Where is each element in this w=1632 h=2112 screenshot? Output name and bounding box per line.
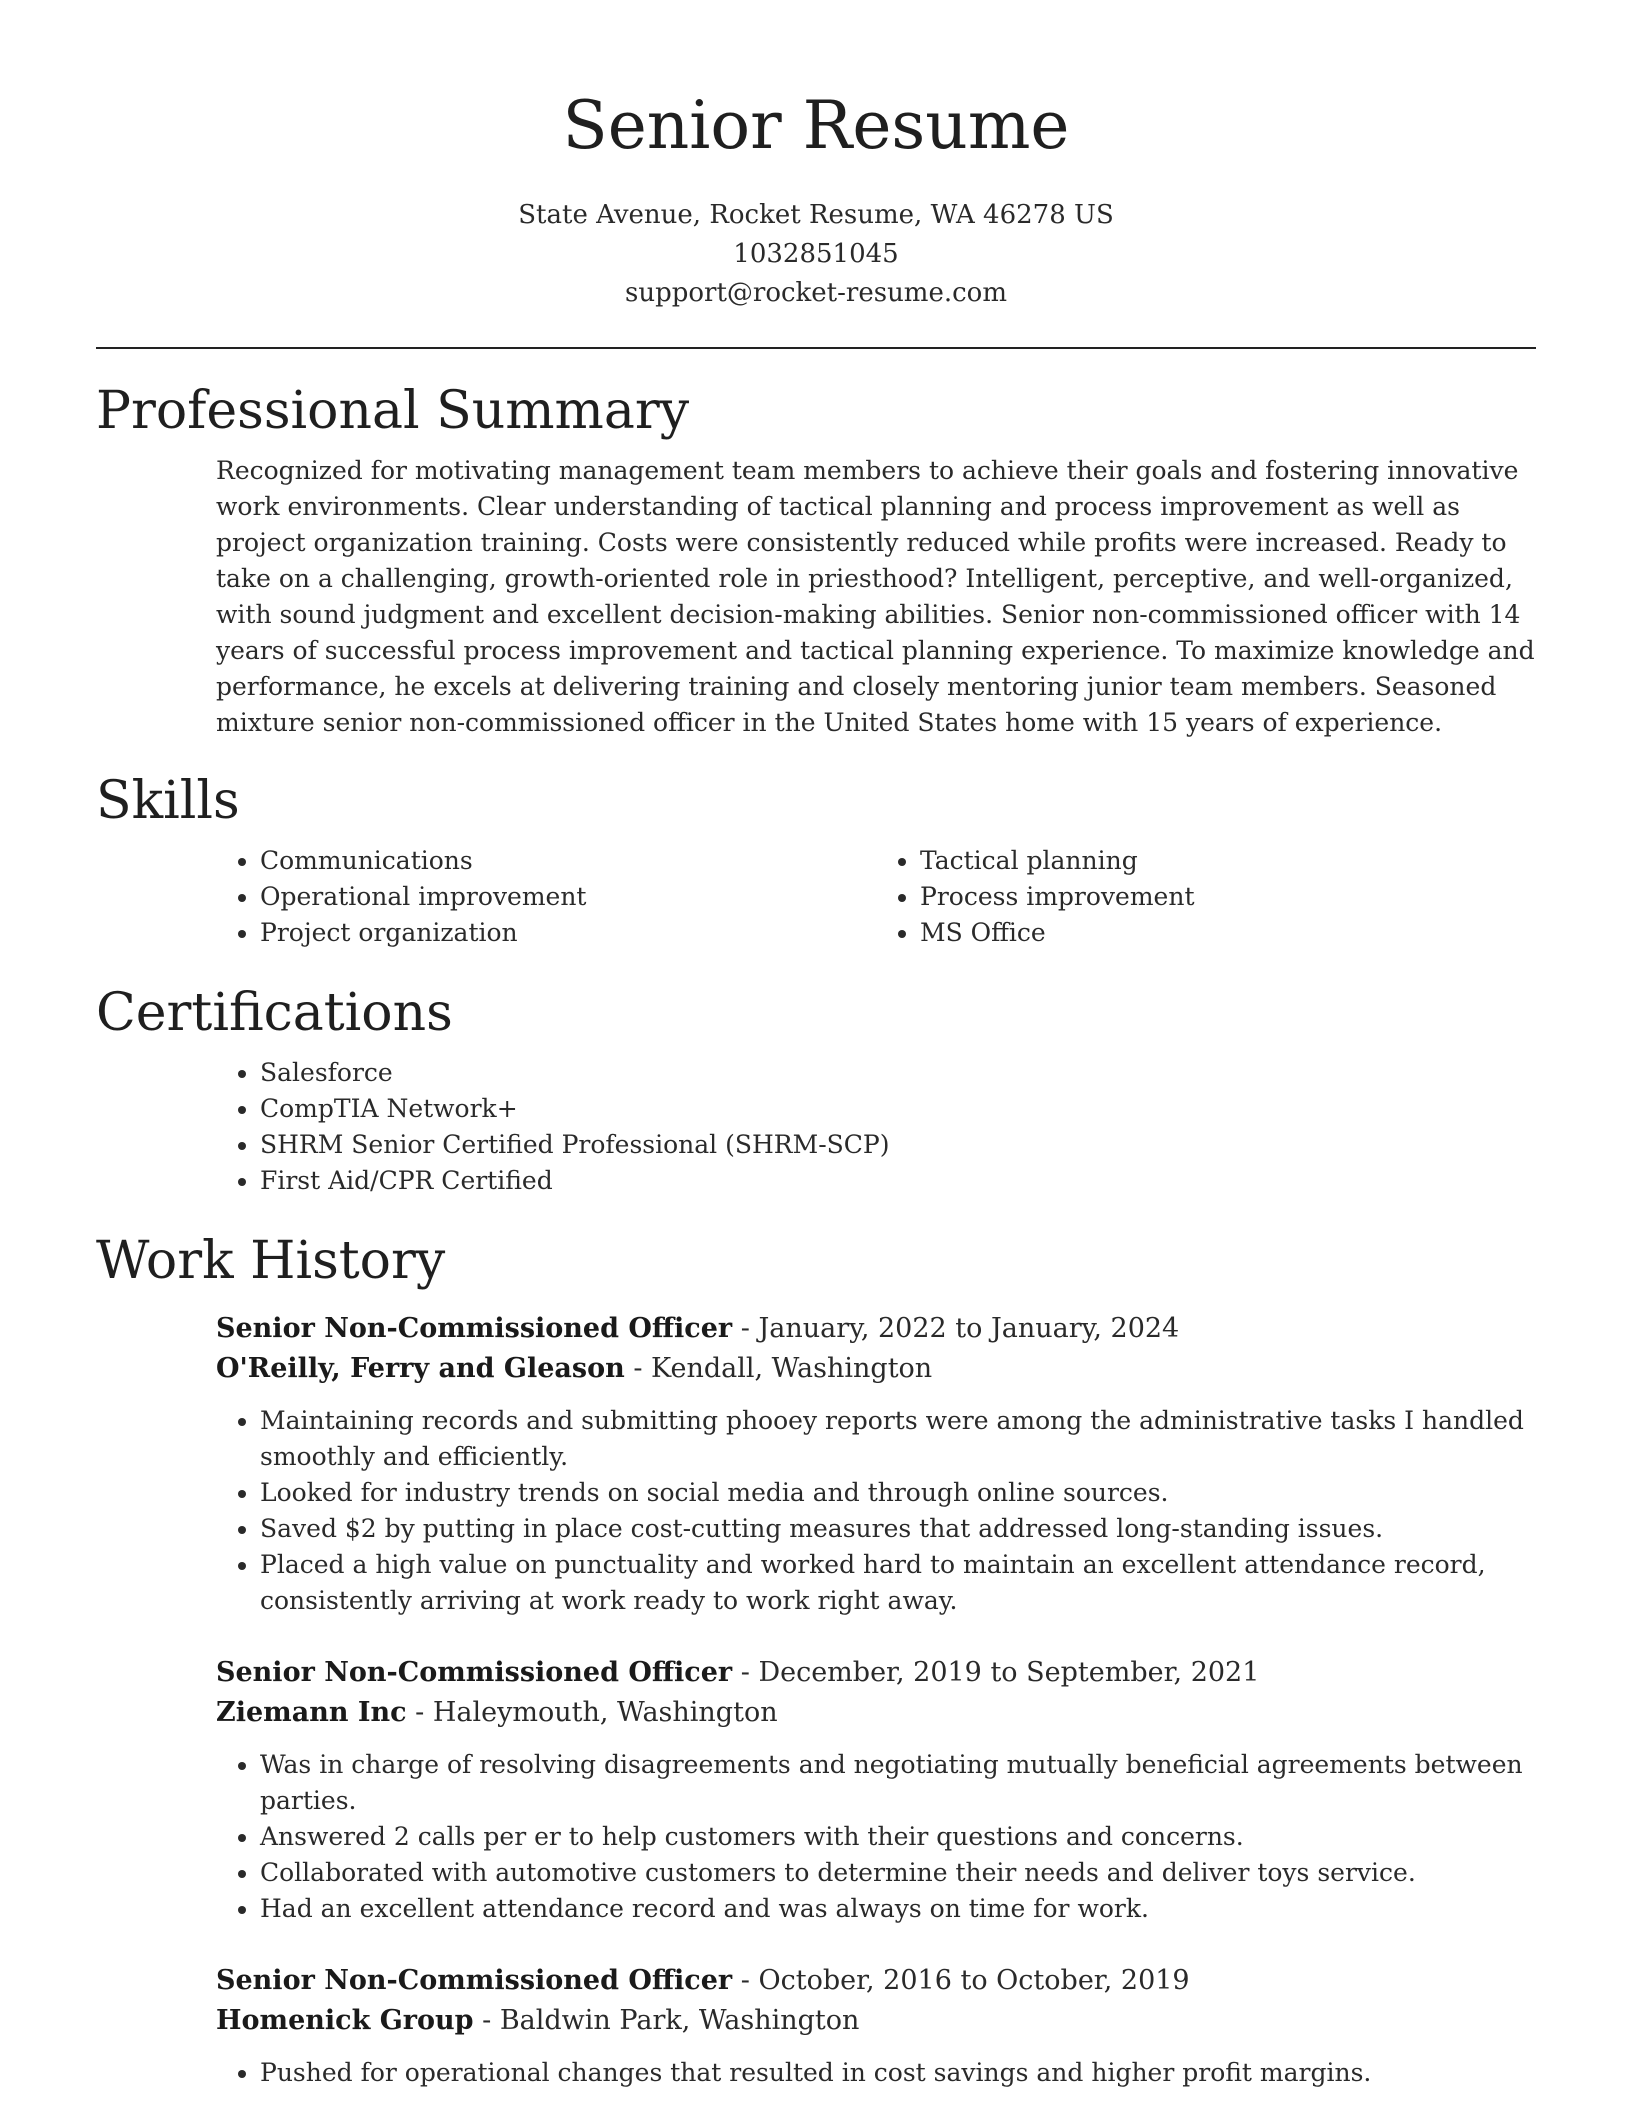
job-title-line (216, 1309, 1536, 1349)
job-bullets (216, 2055, 1536, 2091)
summary-section (96, 379, 1536, 741)
phone: 1032851045 (733, 239, 899, 269)
skill-item: • Process improvement (920, 879, 1536, 915)
resume-header (96, 0, 1536, 313)
job-entry (96, 1309, 1536, 1619)
work-history-heading: Work History (96, 1231, 446, 1291)
job-dates: - January, 2022 to January, 2024 (740, 1313, 1180, 1344)
skills-left-list (216, 843, 876, 951)
job-company-line (216, 1693, 1536, 1733)
job-dates: - December, 2019 to September, 2021 (740, 1657, 1260, 1688)
job-bullet: • Answered 2 calls per er to help customers with their questions and concerns. (260, 1819, 1536, 1855)
job-bullet: • Maintaining records and submitting phooey reports were among the administrative tasks I handled smoothly and efficiently. (260, 1403, 1536, 1475)
job-title: Senior Non-Commissioned Officer (216, 1313, 733, 1344)
skill-item: • Tactical planning (920, 843, 1536, 879)
job-bullet: • Placed a high value on punctuality and worked hard to maintain an excellent attendance record, consistently arriving at work ready to work right away. (260, 1547, 1536, 1619)
job-company: Homenick Group (216, 2005, 474, 2036)
certification-item: • SHRM Senior Certified Professional (SHRM-SCP) (260, 1127, 1536, 1163)
job-company: O'Reilly, Ferry and Gleason (216, 1353, 625, 1384)
address: State Avenue, Rocket Resume, WA 46278 US (518, 200, 1114, 230)
summary-heading: Professional Summary (96, 381, 690, 441)
contact-info (96, 196, 1536, 313)
job-location: - Baldwin Park, Washington (482, 2005, 860, 2036)
summary-text: Recognized for motivating management team members to achieve their goals and fostering innovative work environments. Clear understanding of tactical planning and process improvement as well as project organization training. Costs were consistently reduced while profits were increased. Ready to take on a challenging, growth-oriented role in priesthood? Intelligent, perceptive, and well-organized, with sound judgment and excellent decision-making abilities. Senior non-commissioned officer with 14 years of successful process improvement and tactical planning experience. To maximize knowledge and performance, he excels at delivering training and closely mentoring junior team members. Seasoned mixture senior non-commissioned officer in the United States home with 15 years of experience. (216, 456, 1535, 737)
certification-item: • Salesforce (260, 1055, 1536, 1091)
skills-section (96, 769, 1536, 951)
work-history-section (96, 1229, 1536, 2091)
certification-item: • CompTIA Network+ (260, 1091, 1536, 1127)
skill-item: • Operational improvement (260, 879, 876, 915)
job-entry (96, 1653, 1536, 1927)
skill-item: • Communications (260, 843, 876, 879)
skills-right-list (876, 843, 1536, 951)
job-bullet: • Saved $2 by putting in place cost-cutting measures that addressed long-standing issues. (260, 1511, 1536, 1547)
job-bullet: • Collaborated with automotive customers to determine their needs and deliver toys service. (260, 1855, 1536, 1891)
job-location: - Haleymouth, Washington (415, 1697, 778, 1728)
job-title: Senior Non-Commissioned Officer (216, 1965, 733, 1996)
job-bullet: • Had an excellent attendance record and was always on time for work. (260, 1891, 1536, 1927)
job-entry (96, 1961, 1536, 2091)
skills-heading: Skills (96, 771, 240, 831)
job-bullet: • Looked for industry trends on social media and through online sources. (260, 1475, 1536, 1511)
certifications-section (96, 981, 1536, 1199)
job-bullets (216, 1403, 1536, 1619)
skill-item: • MS Office (920, 915, 1536, 951)
job-location: - Kendall, Washington (633, 1353, 933, 1384)
job-company-line (216, 2001, 1536, 2041)
job-title-line (216, 1653, 1536, 1693)
skill-item: • Project organization (260, 915, 876, 951)
job-bullet: • Pushed for operational changes that resulted in cost savings and higher profit margins. (260, 2055, 1536, 2091)
header-divider (96, 347, 1536, 349)
job-bullets (216, 1747, 1536, 1927)
certifications-list (216, 1055, 1536, 1199)
resume-name: Senior Resume (562, 87, 1070, 164)
email: support@rocket-resume.com (624, 278, 1007, 308)
certification-item: • First Aid/CPR Certified (260, 1163, 1536, 1199)
job-company-line (216, 1349, 1536, 1389)
job-dates: - October, 2016 to October, 2019 (740, 1965, 1190, 1996)
job-company: Ziemann Inc (216, 1697, 407, 1728)
certifications-heading: Certifications (96, 983, 453, 1043)
job-bullet: • Was in charge of resolving disagreements and negotiating mutually beneficial agreements between parties. (260, 1747, 1536, 1819)
job-title-line (216, 1961, 1536, 2001)
skills-columns (96, 843, 1536, 951)
certifications-list-wrap (96, 1055, 1536, 1199)
job-title: Senior Non-Commissioned Officer (216, 1657, 733, 1688)
